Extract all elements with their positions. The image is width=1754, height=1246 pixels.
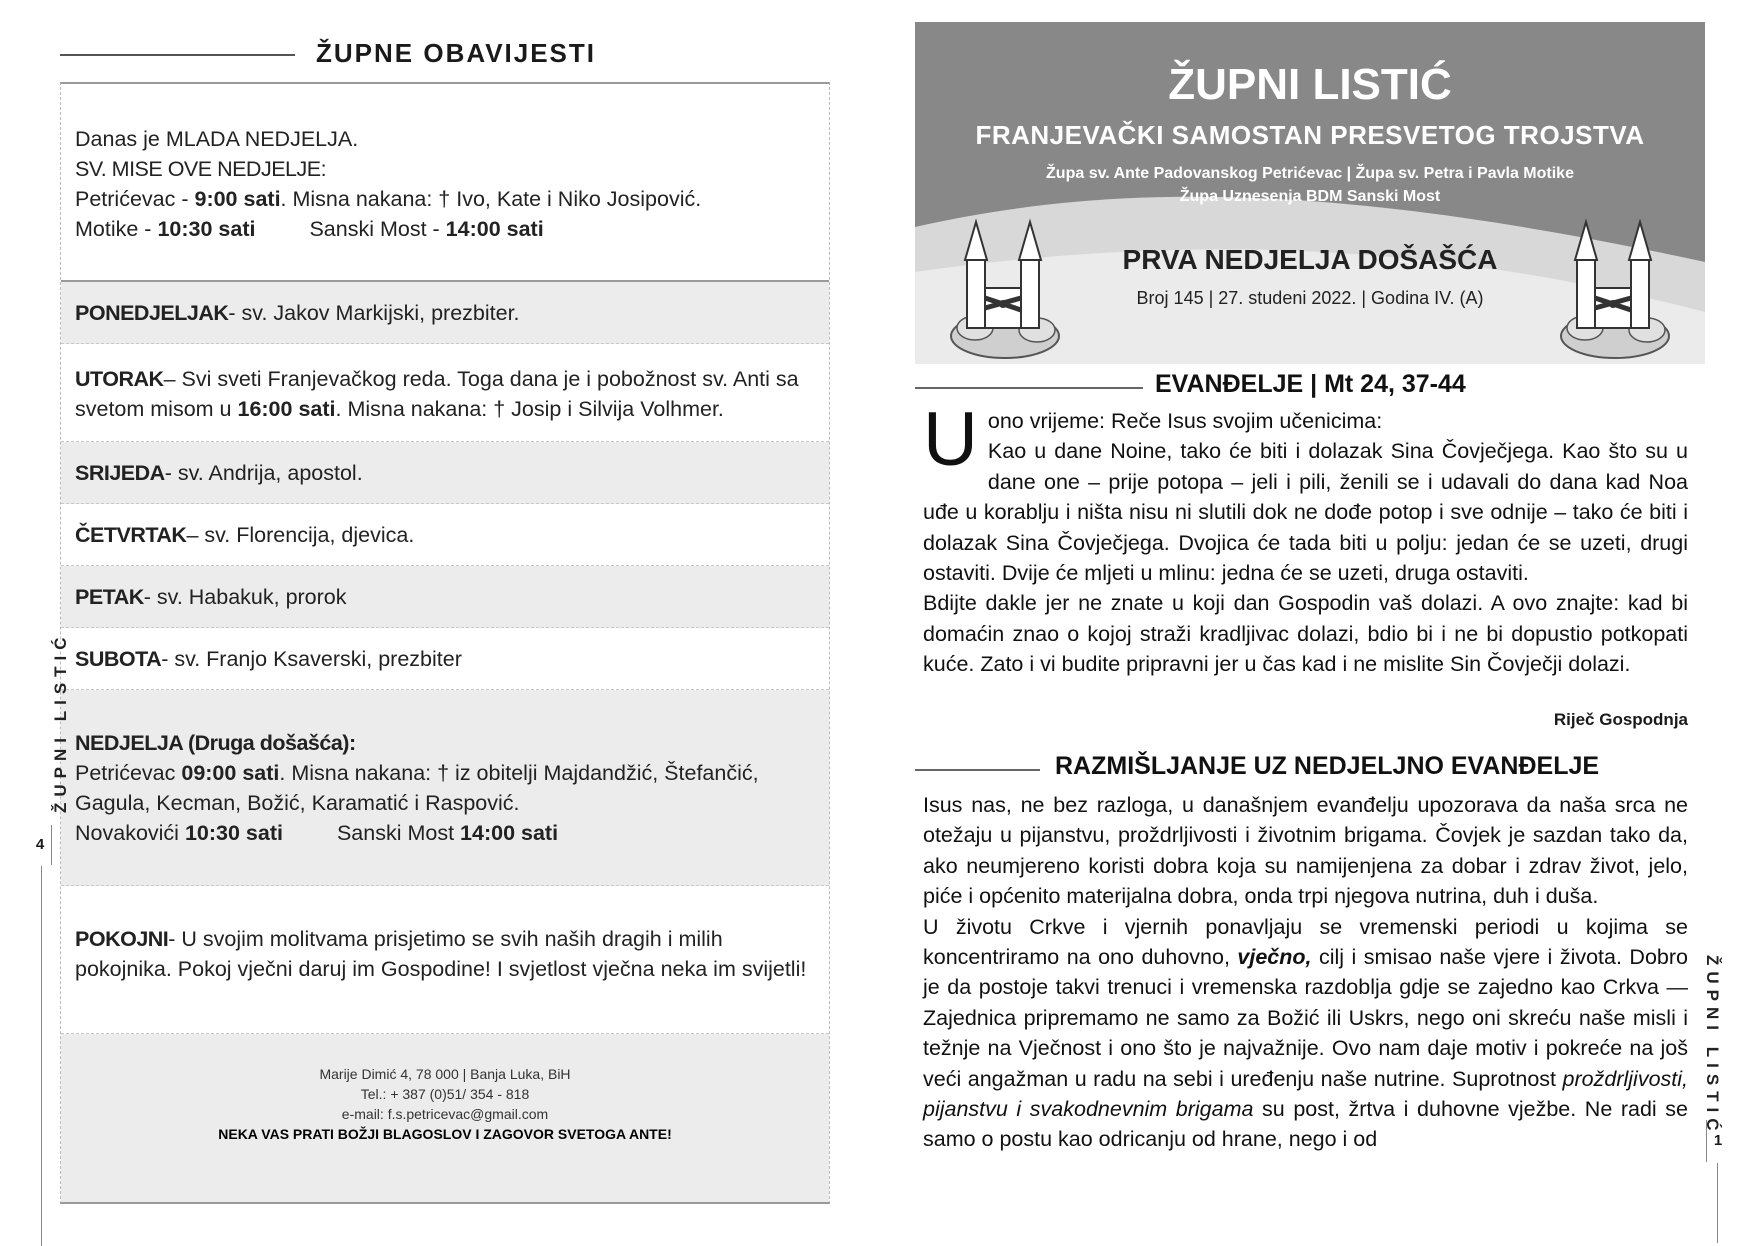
day-monday — [61, 282, 829, 344]
gospel-heading-bar — [915, 370, 1705, 406]
side-label: ŽUPNI LISTIĆ — [1703, 955, 1722, 1137]
gospel-first-line: ono vrijeme: Reče Isus svojim učenicima: — [987, 409, 1383, 433]
reflection-paragraph: U životu Crkve i vjernih ponavljaju se vremenski periodi u kojima se koncentriramo na ono duhovno, vječno, cilj i smisao naše vjere i života. Dobro je da postoje takvi trenuci i vremenska razdoblja gdje se zajedno kao Crkva — Zajednica pripremamo ne samo za Božić ili Uskrs, nego oni skreću naše misli i težnje na Vječnost i ono što je najvažnije. Ovo nam daje motiv i pokreće na još veći angažman u radu na sebi i uređenju naše nutrine. Suprotnost proždrljivosti, pijanstvu i svakodnevnim brigama su post, žrtva i duhovne vježbe. Ne radi se samo o postu kao odricanju od hrane, nego i od — [923, 914, 1688, 1152]
day-text: - sv. Jakov Markijski, prezbiter. — [228, 301, 520, 325]
email: e-mail: f.s.petricevac@gmail.com — [341, 1106, 549, 1122]
gospel-text — [923, 397, 1688, 680]
blessing: NEKA VAS PRATI BOŽJI BLAGOSLOV I ZAGOVOR SVETOGA ANTE! — [218, 1126, 672, 1142]
parishes-line: Župa Uznesenja BDM Sanski Most — [1179, 188, 1441, 205]
notices-box — [60, 82, 830, 1204]
gospel-heading: EVANĐELJE | Mt 24, 37-44 — [1155, 370, 1466, 398]
masthead-banner — [915, 22, 1705, 364]
phone: Tel.: + 387 (0)51/ 354 - 818 — [360, 1086, 530, 1102]
day-text: . Misna nakana: † Josip i Silvija Volhmer. — [335, 397, 724, 421]
day-text: - sv. Franjo Ksaverski, prezbiter — [161, 647, 462, 671]
day-tuesday — [61, 344, 829, 442]
sunday-mass-novakovici: Novakovići 10:30 sati Sanski Most 14:00 sati — [75, 821, 559, 845]
heading-rule — [915, 769, 1040, 771]
day-name: PETAK — [75, 585, 144, 609]
day-name: SUBOTA — [75, 647, 162, 671]
day-name: SRIJEDA — [75, 461, 165, 485]
right-side-tab — [1700, 955, 1740, 1245]
side-rule — [41, 866, 42, 1246]
notices-heading-bar — [60, 38, 830, 78]
day-name: UTORAK — [75, 367, 164, 391]
sunday-mass-petricevac: Petrićevac 09:00 sati. Misna nakana: † iz obitelji Majdandžić, Štefančić, Gagula, Kecman, Božić, Karamatić i Raspović. — [75, 761, 759, 815]
reflection-paragraph: Isus nas, ne bez razloga, u današnjem evanđelju upozorava da naša srca ne otežaju u pijanstvu, proždrljivosti i životnim brigama. Čovjek je sazdan tako da, ako neumjereno koristi dobra koja su namijenjena za dobar i zdrav život, jelo, piće i općenito materijalna dobra, onda trpi njegova nutrina, duh i duša. — [923, 793, 1688, 909]
mass-line-petricevac: Petrićevac - 9:00 sati. Misna nakana: † Ivo, Kate i Niko Josipović. — [75, 187, 702, 211]
side-rule — [1717, 1163, 1718, 1243]
reflection-text — [923, 790, 1688, 1155]
gospel-closing: Riječ Gospodnja — [1553, 710, 1688, 729]
contact-footer — [61, 1034, 829, 1202]
parishes-line: Župa sv. Ante Padovanskog Petrićevac | Župa sv. Petra i Pavla Motike — [1046, 165, 1574, 182]
day-text: - sv. Habakuk, prorok — [143, 585, 347, 609]
heading-rule — [915, 387, 1143, 389]
mass-line-motike: Motike - 10:30 sati Sanski Most - 14:00 sati — [75, 217, 544, 241]
day-wednesday — [61, 442, 829, 504]
address: Marije Dimić 4, 78 000 | Banja Luka, BiH — [319, 1066, 571, 1082]
deceased-text: - U svojim molitvama prisjetimo se svih naših dragih i milih pokojnika. Pokoj vječni daruj im Gospodine! I svjetlost vječna neka im svijetli! — [75, 927, 807, 981]
issue-info: Broj 145 | 27. studeni 2022. | Godina IV. (A) — [1136, 288, 1484, 308]
sunday-title: NEDJELJA (Druga došašća): — [75, 731, 356, 755]
day-name: PONEDJELJAK — [75, 301, 229, 325]
deceased-title: POKOJNI — [75, 927, 169, 951]
deceased-block — [61, 886, 829, 1034]
heading-rule — [60, 54, 295, 56]
reflection-heading: RAZMIŠLJANJE UZ NEDJELJNO EVANĐELJE — [1055, 752, 1600, 780]
day-name: ČETVRTAK — [75, 523, 187, 547]
gospel-paragraph: Kao u dane Noine, tako će biti i dolazak Sina Čovječjega. Kao što su u dane one – prije potopa – jeli i pili, ženili se i udavali do dana kad Noa uđe u korablju i ništa nisu ni slutili dok ne dođe potop i sve odnije – tako će biti i dolazak Sina Čovječjega. Dvojica će tada biti u polju: jedan će se uzeti, drugi ostaviti. Dvije će mljeti u mlinu: jedna će se uzeti, druga ostaviti. — [923, 439, 1688, 586]
mass-time: 16:00 sati — [237, 397, 336, 421]
sunday-title: PRVA NEDJELJA DOŠAŠĆA — [1122, 244, 1498, 275]
drop-cap: U — [923, 397, 978, 482]
intro-line: Danas je MLADA NEDJELJA. — [75, 127, 359, 151]
day-saturday — [61, 628, 829, 690]
side-label: ŽUPNI LISTIĆ — [51, 631, 70, 813]
masses-title: SV. MISE OVE NEDJELJE: — [75, 157, 327, 181]
masthead-subtitle: FRANJEVAČKI SAMOSTAN PRESVETOG TROJSTVA — [975, 120, 1645, 150]
gospel-paragraph: Bdijte dakle jer ne znate u koji dan Gospodin vaš dolazi. A ovo znajte: kad bi domaćin znao o kojoj straži kradljivac dolazi, bdio bi i ne bi dopustio potkopati kuće. Zato i vi budite pripravni jer u čas kad i ne mislite Sin Čovječji dolazi. — [923, 591, 1688, 677]
page-number: 1 — [1706, 1120, 1729, 1162]
day-friday — [61, 566, 829, 628]
day-sunday — [61, 690, 829, 886]
day-thursday — [61, 504, 829, 566]
left-side-tab — [15, 631, 70, 1245]
day-text: – sv. Florencija, djevica. — [186, 523, 415, 547]
parishes — [915, 162, 1705, 208]
page-number: 4 — [29, 825, 52, 865]
reflection-heading-bar — [915, 752, 1705, 788]
masthead-title: ŽUPNI LISTIĆ — [1168, 60, 1452, 109]
day-text: - sv. Andrija, apostol. — [164, 461, 363, 485]
day-text: – Svi sveti Franjevačkog reda. Toga dana je i pobožnost sv. Anti sa svetom misom u — [75, 367, 799, 421]
intro-block — [61, 84, 829, 282]
notices-heading: ŽUPNE OBAVIJESTI — [316, 38, 597, 68]
